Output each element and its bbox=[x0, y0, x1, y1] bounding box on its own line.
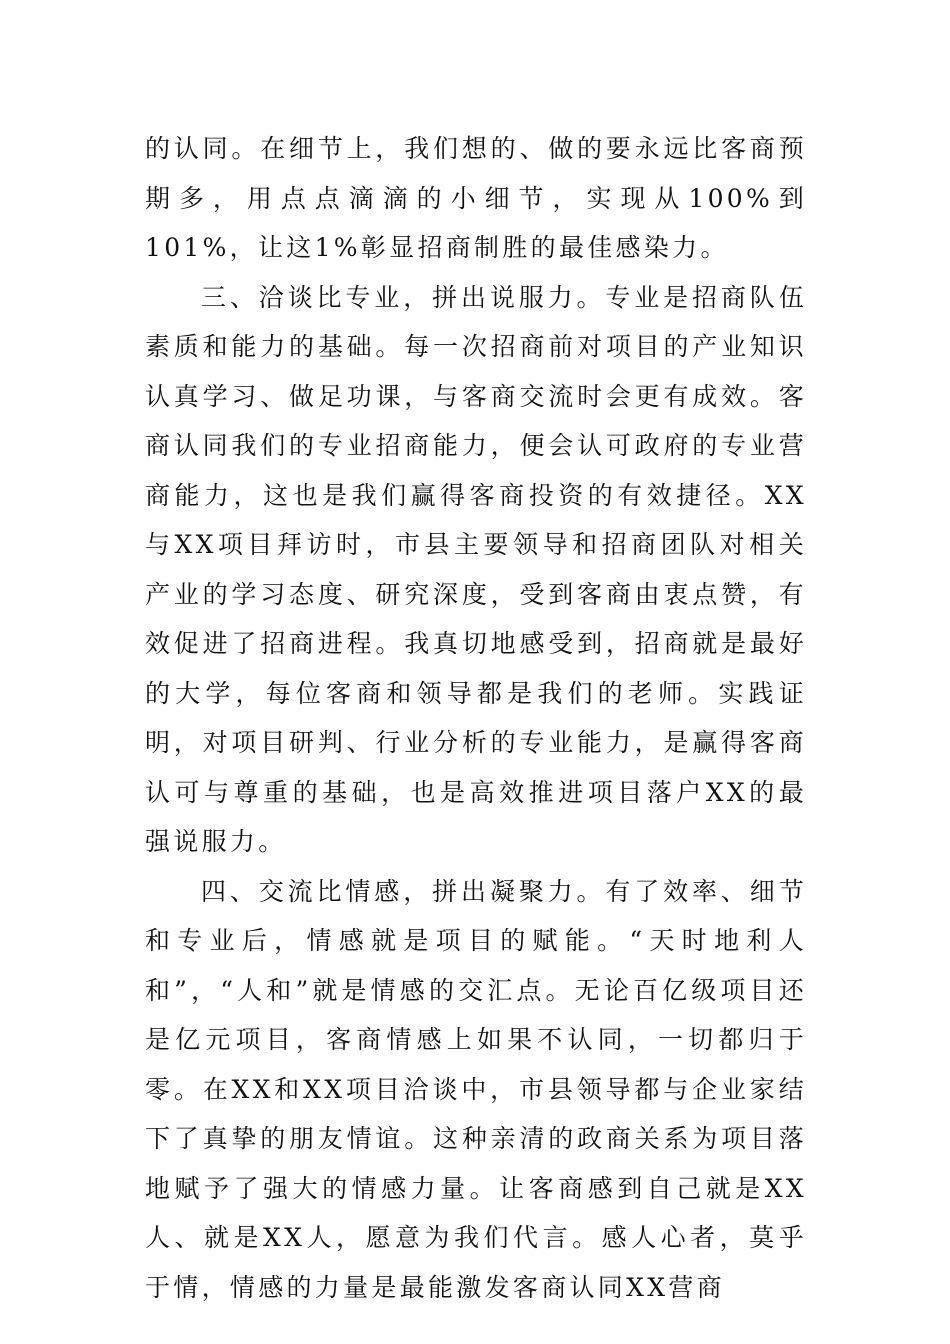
text-line: 和能力的基础。每一次招商前对项目的产业知识认真学 bbox=[145, 332, 807, 411]
text-line: 习、做足功课，与客商交流时会更有成效。客商认同我们 bbox=[145, 381, 807, 460]
text-line: 的专业招商能力，便会认可政府的专业营商能力，这也是 bbox=[145, 431, 807, 510]
text-line: 商感到自己就是XX人、就是XX人，愿意为我们代言。感人 bbox=[145, 1173, 807, 1252]
text-line: 和”就是情感的交汇点。无论百亿级项目还是亿元项目， bbox=[145, 975, 808, 1054]
body-text bbox=[145, 124, 807, 1312]
text-line: 的认同。在细节上，我们想的、做的要永远比客商预 bbox=[145, 134, 807, 163]
text-line: 受到客商由衷点赞，有效促进了招商进程。我真切地感受 bbox=[145, 579, 807, 658]
text-line: 到，招商就是最好的大学，每位客商和领导都是我们的老 bbox=[145, 629, 807, 708]
text-line: 四、交流比情感，拼出凝聚力。有了效率、细节和专 bbox=[145, 876, 807, 955]
text-line: 得客商认可与尊重的基础，也是高效推进项目落户XX的最 bbox=[145, 728, 807, 807]
text-line: 主要领导和招商团队对相关产业的学习态度、研究深度， bbox=[145, 530, 807, 609]
text-line: 业后，情感就是项目的赋能。“天时地利人和”，“人 bbox=[145, 926, 807, 1005]
text-line: 师。实践证明，对项目研判、行业分析的专业能力，是赢 bbox=[145, 678, 807, 757]
text-line: 期多，用点点滴滴的小细节，实现从100%到101%，让这 bbox=[145, 183, 807, 262]
text-line: 心者，莫乎于情，情感的力量是最能激发客商认同XX营商 bbox=[145, 1223, 807, 1302]
text-line: 三、洽谈比专业，拼出说服力。专业是招商队伍素质 bbox=[145, 282, 807, 361]
text-line: 谈中，市县领导都与企业家结下了真挚的朋友情谊。这种 bbox=[145, 1074, 807, 1153]
text-line: 1%彰显招商制胜的最佳感染力。 bbox=[314, 233, 729, 262]
text-line: 强说服力。 bbox=[145, 827, 287, 856]
paragraph-section-three bbox=[145, 273, 807, 867]
text-line: 亲清的政商关系为项目落地赋予了强大的情感力量。让客 bbox=[145, 1124, 807, 1203]
text-line: 客商情感上如果不认同，一切都归于零。在XX和XX项目洽 bbox=[145, 1025, 807, 1104]
paragraph-section-four bbox=[145, 867, 807, 1313]
text-line: 我们赢得客商投资的有效捷径。XX与XX项目拜访时，市县 bbox=[145, 480, 807, 559]
paragraph-continuation bbox=[145, 124, 807, 273]
